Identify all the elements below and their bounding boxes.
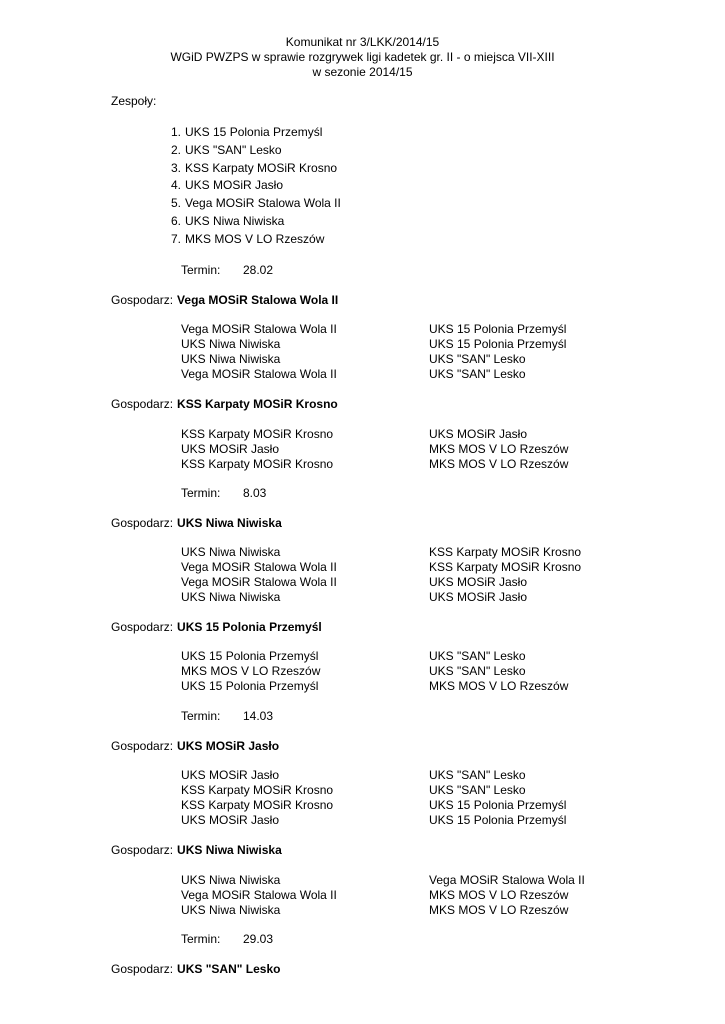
home-team: UKS 15 Polonia Przemyśl [181, 649, 319, 663]
home-team: UKS Niwa Niwiska [181, 352, 281, 366]
away-team: UKS "SAN" Lesko [429, 367, 526, 381]
away-team: KSS Karpaty MOSiR Krosno [429, 545, 582, 559]
home-team: Vega MOSiR Stalowa Wola II [181, 322, 337, 336]
list-item [167, 195, 341, 213]
host-row [111, 739, 279, 754]
home-team: UKS 15 Polonia Przemyśl [181, 679, 319, 693]
match-row [181, 873, 621, 888]
match-row [181, 798, 621, 813]
list-item-number: 6. [170, 213, 181, 228]
away-team: UKS MOSiR Jasło [429, 590, 528, 604]
away-team: UKS 15 Polonia Przemyśl [429, 322, 567, 336]
list-item-number: 3. [170, 160, 181, 175]
termin-label: Termin: [181, 932, 221, 946]
match-row [181, 367, 621, 382]
host-label: Gospodarz: [111, 516, 174, 530]
match-row [181, 337, 621, 352]
home-team: KSS Karpaty MOSiR Krosno [181, 457, 334, 471]
termin-row [181, 263, 274, 278]
termin-row [181, 709, 274, 724]
host-row [111, 516, 282, 531]
home-team: UKS Niwa Niwiska [181, 545, 281, 559]
home-team: UKS Niwa Niwiska [181, 590, 281, 604]
match-row [181, 783, 621, 798]
match-row [181, 560, 621, 575]
team-name: UKS 15 Polonia Przemyśl [185, 125, 323, 139]
document-subtitle: WGiD PWZPS w sprawie rozgrywek ligi kadetek gr. II - o miejsca VII-XIII [170, 50, 555, 64]
list-item-number: 4. [170, 178, 181, 193]
team-name: Vega MOSiR Stalowa Wola II [185, 196, 341, 211]
termin-date: 28.02 [243, 263, 274, 277]
team-name: KSS Karpaty MOSiR Krosno [185, 160, 338, 175]
away-team: UKS "SAN" Lesko [429, 649, 526, 663]
document-season: w sezonie 2014/15 [312, 65, 413, 79]
away-team: MKS MOS V LO Rzeszów [429, 903, 569, 917]
match-row [181, 813, 621, 828]
away-team: MKS MOS V LO Rzeszów [429, 457, 569, 471]
termin-date: 8.03 [243, 486, 267, 500]
host-name: UKS Niwa Niwiska [177, 843, 282, 857]
match-list [181, 768, 621, 828]
list-item [167, 160, 341, 178]
host-name: UKS 15 Polonia Przemyśl [177, 620, 322, 634]
document-header [0, 35, 725, 80]
host-label: Gospodarz: [111, 843, 174, 857]
host-row [111, 620, 322, 635]
away-team: UKS MOSiR Jasło [429, 575, 528, 589]
list-item [167, 213, 341, 231]
host-row [111, 843, 282, 858]
home-team: Vega MOSiR Stalowa Wola II [181, 575, 337, 589]
away-team: UKS 15 Polonia Przemyśl [429, 813, 567, 827]
host-label: Gospodarz: [111, 739, 174, 753]
match-row [181, 545, 621, 560]
home-team: MKS MOS V LO Rzeszów [181, 664, 321, 678]
list-item-number: 5. [170, 196, 181, 211]
host-name: UKS Niwa Niwiska [177, 516, 282, 530]
match-list [181, 427, 621, 472]
host-row [111, 962, 280, 977]
host-name: KSS Karpaty MOSiR Krosno [177, 397, 338, 411]
termin-row [181, 486, 267, 501]
host-name: Vega MOSiR Stalowa Wola II [177, 293, 339, 307]
away-team: KSS Karpaty MOSiR Krosno [429, 560, 582, 574]
home-team: UKS Niwa Niwiska [181, 873, 281, 887]
list-item-number: 7. [170, 231, 181, 246]
team-list [167, 124, 341, 249]
host-label: Gospodarz: [111, 962, 174, 976]
termin-label: Termin: [181, 486, 221, 500]
away-team: UKS "SAN" Lesko [429, 768, 526, 782]
termin-row [181, 932, 274, 947]
termin-label: Termin: [181, 263, 221, 277]
home-team: UKS MOSiR Jasło [181, 442, 280, 456]
document-title: Komunikat nr 3/LKK/2014/15 [285, 35, 440, 49]
home-team: UKS MOSiR Jasło [181, 768, 280, 782]
host-label: Gospodarz: [111, 397, 174, 411]
match-row [181, 427, 621, 442]
host-name: UKS MOSiR Jasło [177, 739, 280, 753]
host-row [111, 397, 338, 412]
match-row [181, 679, 621, 694]
match-row [181, 322, 621, 337]
team-name: MKS MOS V LO Rzeszów [185, 231, 325, 246]
match-row [181, 457, 621, 472]
match-row [181, 590, 621, 605]
host-label: Gospodarz: [111, 620, 174, 634]
match-row [181, 442, 621, 457]
home-team: Vega MOSiR Stalowa Wola II [181, 560, 337, 574]
match-row [181, 352, 621, 367]
away-team: UKS "SAN" Lesko [429, 352, 526, 366]
team-name: UKS MOSiR Jasło [185, 178, 284, 193]
match-row [181, 664, 621, 679]
list-item [167, 142, 341, 160]
list-item-number: 2. [170, 142, 181, 157]
match-row [181, 903, 621, 918]
team-name: UKS Niwa Niwiska [185, 213, 285, 228]
host-row [111, 293, 338, 308]
match-list [181, 873, 621, 918]
away-team: UKS "SAN" Lesko [429, 783, 526, 797]
list-item [167, 177, 341, 195]
match-row [181, 649, 621, 664]
home-team: KSS Karpaty MOSiR Krosno [181, 798, 334, 812]
teams-label: Zespoły: [111, 94, 157, 108]
match-row [181, 575, 621, 590]
team-name: UKS "SAN" Lesko [185, 142, 282, 157]
away-team: UKS MOSiR Jasło [429, 427, 528, 441]
home-team: KSS Karpaty MOSiR Krosno [181, 783, 334, 797]
away-team: UKS 15 Polonia Przemyśl [429, 337, 567, 351]
termin-date: 29.03 [243, 932, 274, 946]
home-team: KSS Karpaty MOSiR Krosno [181, 427, 334, 441]
list-item-number: 1. [170, 125, 181, 139]
list-item [167, 124, 341, 142]
termin-label: Termin: [181, 709, 221, 723]
match-row [181, 768, 621, 783]
match-list [181, 649, 621, 694]
termin-date: 14.03 [243, 709, 274, 723]
away-team: MKS MOS V LO Rzeszów [429, 888, 569, 902]
match-row [181, 888, 621, 903]
home-team: Vega MOSiR Stalowa Wola II [181, 888, 337, 902]
away-team: MKS MOS V LO Rzeszów [429, 679, 569, 693]
match-list [181, 322, 621, 382]
away-team: MKS MOS V LO Rzeszów [429, 442, 569, 456]
match-list [181, 545, 621, 605]
list-item [167, 231, 341, 249]
host-name: UKS "SAN" Lesko [177, 962, 281, 976]
host-label: Gospodarz: [111, 293, 174, 307]
home-team: UKS Niwa Niwiska [181, 903, 281, 917]
away-team: UKS "SAN" Lesko [429, 664, 526, 678]
home-team: Vega MOSiR Stalowa Wola II [181, 367, 337, 381]
away-team: UKS 15 Polonia Przemyśl [429, 798, 567, 812]
away-team: Vega MOSiR Stalowa Wola II [429, 873, 585, 887]
home-team: UKS MOSiR Jasło [181, 813, 280, 827]
home-team: UKS Niwa Niwiska [181, 337, 281, 351]
